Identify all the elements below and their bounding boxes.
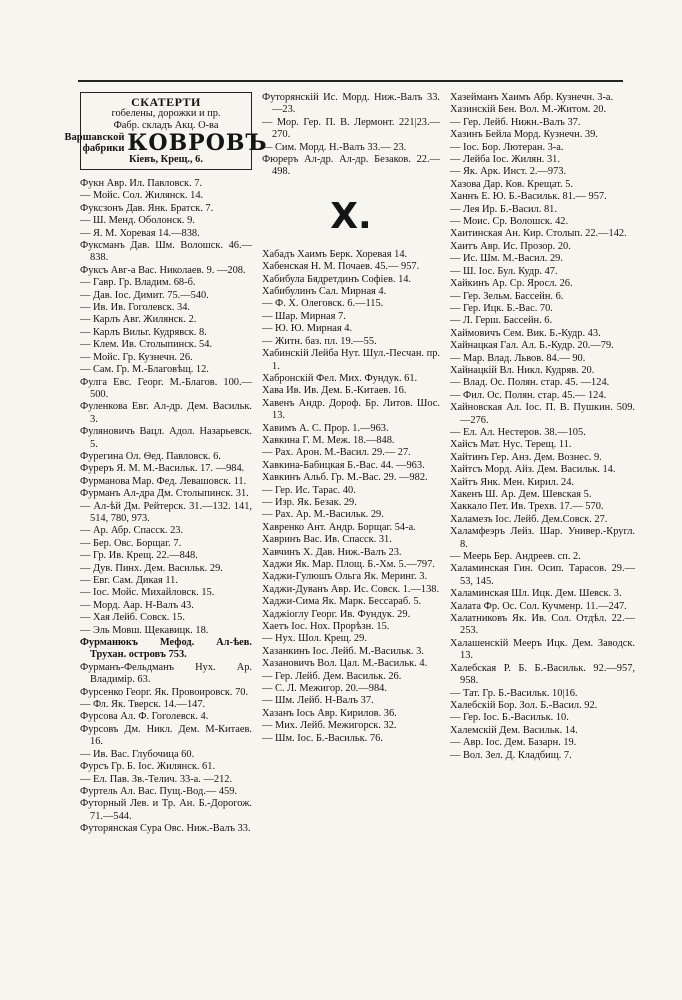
directory-entry: Халебскій Бор. Зол. Б.-Васил. 92. — [450, 699, 598, 711]
directory-entry: Халебская Р. Б. Б.-Васильк. 92.—957, 958. — [450, 662, 635, 687]
directory-entry: Фурманъ Ал-дра Дм. Столыпинск. 31. — [80, 488, 249, 500]
directory-entry: — Ш. Іос. Бул. Кудр. 47. — [450, 265, 558, 277]
directory-entry: Футорный Лев. и Тр. Ан. Б.-Дорогож. 71.—544. — [80, 798, 252, 822]
directory-entry: — Мойс. Сол. Жилянск. 14. — [80, 190, 204, 202]
directory-entry: Халашенскій Мееръ Ицк. Дем. Заводск. 13. — [450, 637, 635, 662]
directory-entry: — Сам. Гр. М.-Благовѣщ. 12. — [80, 364, 209, 376]
directory-entry: — Іос. Мойс. Михайловск. 15. — [80, 587, 215, 599]
directory-entry: — Ар. Абр. Спасск. 23. — [80, 525, 184, 537]
directory-entry: Фуляновичъ Вацл. Адол. Назарьевск. 5. — [80, 426, 252, 450]
directory-entry: Фуртель Ал. Вас. Пущ.-Вод.— 459. — [80, 785, 238, 797]
directory-entry: Хайновская Ал. Іос. П. В. Пушкин. 509.—276. — [450, 402, 635, 426]
directory-entry: — Гер. Лейб. Нижн.-Валъ 37. — [450, 116, 581, 128]
directory-entry: — Як. Арк. Инст. 2.—973. — [450, 166, 567, 178]
directory-entry: — Евг. Сам. Дикая 11. — [80, 575, 178, 586]
directory-entry: Халатниковъ Як. Ив. Сол. Отдѣл. 22.—253. — [450, 613, 635, 637]
directory-entry: — Л. Герш. Бассейн. 6. — [450, 315, 553, 327]
ad-line-2: гобелены, дорожки и пр. — [111, 108, 221, 119]
directory-entry: Хабибула Бядретдинъ Софіев. 14. — [262, 273, 412, 285]
directory-entry: Футорянскій Ис. Морд. Ниж.-Валъ 33.—23. — [262, 92, 440, 116]
directory-entry: — Авр. Іос. Дем. Базарн. 19. — [450, 737, 577, 749]
directory-entry: — Ю. Ю. Мирная 4. — [262, 323, 353, 335]
directory-entry: Хаджи Як. Мар. Площ. Б.-Хм. 5.—797. — [262, 559, 435, 570]
directory-entry: — Я. М. Хоревая 14.—838. — [80, 227, 200, 239]
directory-entry: — Шм. Іос. Б.-Васильк. 76. — [262, 732, 383, 744]
directory-entry: Хавринъ Вас. Ив. Спасск. 31. — [262, 534, 392, 546]
directory-entry: — Карлъ Авг. Жилянск. 2. — [80, 314, 197, 326]
directory-entry: — Ш. Менд. Оболонск. 9. — [80, 215, 195, 227]
directory-entry: — Мойс. Гр. Кузнечн. 26. — [80, 351, 193, 363]
column-2-entries — [262, 92, 440, 745]
directory-entry: — Карлъ Вильг. Кудрявск. 8. — [80, 326, 207, 338]
ad-brand-left — [65, 132, 125, 154]
directory-entry: Хазанкинъ Іос. Лейб. М.-Васильк. 3. — [262, 645, 424, 657]
directory-entry: Хазова Дар. Ков. Крещат. 5. — [450, 178, 573, 190]
directory-entry: Хаккало Пет. Ив. Трехв. 17.— 570. — [450, 501, 604, 513]
directory-entry: — Лейба Іос. Жилян. 31. — [450, 154, 560, 166]
directory-entry: Хава Ив. Ив. Дем. Б.-Китаев. 16. — [262, 385, 407, 397]
directory-entry: Хазановичъ Вол. Цал. М.-Васильк. 4. — [262, 658, 428, 670]
directory-entry: — Мар. Влад. Львов. 84.— 90. — [450, 352, 586, 364]
directory-entry: — Влад. Ос. Полян. стар. 45. —124. — [450, 377, 610, 389]
directory-entry: Хайсъ Мат. Нус. Терещ. 11. — [450, 439, 572, 451]
directory-entry: Хаймовичъ Сем. Вик. Б.-Кудр. 43. — [450, 327, 601, 339]
directory-entry: Фурегина Ол. Ѳед. Павловск. 6. — [80, 450, 221, 462]
column-3 — [450, 92, 635, 762]
column-1 — [64, 92, 268, 836]
directory-entry: Фурсова Ал. Ф. Гоголевск. 4. — [80, 711, 209, 723]
ad-city: Кіевъ, Крещ., 6. — [129, 154, 203, 165]
directory-entry: Футорянская Сура Овс. Ниж.-Валъ 33. — [80, 823, 251, 835]
directory-entry: Хабинскій Лейба Нут. Шул.-Песчан. пр. 1. — [262, 348, 440, 372]
directory-entry: Хазинскій Бен. Вол. М.-Житом. 20. — [450, 104, 607, 116]
directory-entry: Хавкина-Бабицкая Б.-Вас. 44. —963. — [262, 459, 425, 471]
directory-entry: — Дав. Іос. Димит. 75.—540. — [80, 289, 209, 301]
directory-entry: — Ф. Х. Олеговск. 6.—115. — [262, 298, 384, 310]
directory-entry: Хаитъ Авр. Ис. Прозор. 20. — [450, 240, 571, 252]
directory-entry: Хаджи-Сима Як. Марк. Бессараб. 5. — [262, 596, 422, 608]
section-letter: Х. — [330, 195, 372, 237]
directory-entry: — Клем. Ив. Столыпинск. 54. — [80, 339, 213, 351]
directory-entry: Фуксзонъ Дав. Янк. Братск. 7. — [80, 202, 214, 214]
directory-entry: — Сим. Морд. Н.-Валъ 33.— 23. — [262, 141, 407, 153]
directory-entry: Фукн Авр. Ил. Павловск. 7. — [80, 178, 203, 189]
directory-entry: — Мих. Лейб. Межигорск. 32. — [262, 720, 397, 732]
directory-entry: — Гер. Зельм. Бассейн. 6. — [450, 290, 564, 302]
directory-entry: Хайкинъ Ар. Ср. Яросл. 26. — [450, 278, 573, 290]
directory-entry: — Дув. Пинх. Дем. Васильк. 29. — [80, 562, 223, 574]
directory-entry: — Мор. Гер. П. В. Лермонт. 221|23.—270. — [262, 116, 440, 141]
directory-entry: Хаджи-Дуванъ Авр. Ис. Совск. 1.—138. — [262, 583, 440, 595]
directory-entry: Хазинъ Бейла Морд. Кузнечн. 39. — [450, 129, 598, 141]
directory-entry: Хабадъ Хаимъ Берк. Хоревая 14. — [262, 248, 408, 260]
directory-entry: — Фил. Ос. Полян. стар. 45.— 124. — [450, 389, 607, 401]
ad-line-3: Фабр. складъ Акц. О-ва — [113, 120, 219, 131]
directory-entry: Хавкина Г. М. Меж. 18.—848. — [262, 434, 395, 446]
directory-entry: Халамезъ Іос. Лейб. Дем.Совск. 27. — [450, 513, 608, 525]
directory-entry: — Гер. Ицк. Б.-Вас. 70. — [450, 302, 553, 314]
ad-left-bottom: фабрики — [82, 143, 125, 154]
directory-entry: Фуленкова Евг. Ал-др. Дем. Васильк. 3. — [80, 401, 252, 425]
directory-entry: Хабронскій Фел. Мих. Фундук. 61. — [262, 372, 418, 384]
column-1-entries — [80, 178, 252, 836]
directory-entry: Хавчинъ Х. Дав. Ниж.-Валъ 23. — [262, 546, 402, 558]
directory-entry: Хаджіоглу Георг. Ив. Фундук. 29. — [262, 608, 411, 620]
ad-left-top: Варшавской — [64, 132, 125, 143]
directory-entry: — Гер. Лейб. Дем. Васильк. 26. — [262, 670, 402, 682]
directory-entry: Фурсенко Георг. Як. Провоировск. 70. — [80, 686, 249, 698]
directory-entry: Фурсовъ Дм. Никл. Дем. М-Китаев. 16. — [80, 723, 252, 748]
advertisement-box — [64, 92, 268, 170]
directory-entry: — Ив. Вас. Глубочица 60. — [80, 748, 195, 760]
directory-entry: — Рах. Арон. М.-Васил. 29.— 27. — [262, 447, 411, 459]
directory-entry: — Моис. Ср. Волошск. 42. — [450, 216, 569, 228]
directory-entry: Хавренко Ант. Андр. Борщаг. 54-а. — [262, 521, 416, 533]
directory-entry: Хаетъ Іос. Нох. Прорѣзн. 15. — [262, 621, 390, 633]
directory-entry: — Ал-ѣй Дм. Рейтерск. 31.—132. 141, 514, 780, 973. — [80, 500, 252, 524]
directory-entry: Фурсъ Гр. Б. Іос. Жилянск. 61. — [80, 761, 216, 773]
directory-entry: — Гр. Ив. Крещ. 22.—848. — [80, 550, 198, 562]
directory-entry: — Шар. Мирная 7. — [262, 310, 346, 322]
column-3-entries — [450, 92, 635, 762]
directory-entry: Халемскій Дем. Васильк. 14. — [450, 724, 578, 736]
directory-entry: — Ис. Шм. М.-Васил. 29. — [450, 253, 563, 265]
header-rule — [78, 80, 623, 82]
directory-entry: — Бер. Овс. Борщаг. 7. — [80, 537, 182, 549]
directory-entry: Халамфеэръ Лейз. Шар. Универ.-Кругл. 8. — [450, 526, 635, 550]
directory-entry: Хабенская Н. М. Почаев. 45.— 957. — [262, 261, 420, 273]
directory-entry: — Эль Мовш. Щекавицк. 18. — [80, 624, 209, 636]
directory-entry: Фуксманъ Дав. Шм. Волошск. 46.—838. — [80, 240, 252, 264]
directory-entry: Фуксъ Авг-а Вас. Николаев. 9. —208. — [80, 264, 246, 276]
directory-entry: — Хая Лейб. Совск. 15. — [80, 612, 185, 624]
directory-entry: Хаджи-Гулюшъ Ольга Як. Меринг. 3. — [262, 571, 428, 583]
directory-entry: Фурманюкъ Мефод. Ал-ѣев. Трухан. островъ 753. — [80, 637, 252, 661]
directory-entry: — Морд. Аар. Н-Валъ 43. — [80, 599, 194, 611]
directory-entry: Халата Фр. Ос. Сол. Кучменр. 11.—247. — [450, 600, 627, 612]
directory-entry: Хаитинская Ан. Кир. Столып. 22.—142. — [450, 228, 627, 240]
directory-entry: Хайтсъ Морд. Айз. Дем. Васильк. 14. — [450, 464, 616, 476]
directory-entry: — Гавр. Гр. Владим. 68-б. — [80, 277, 196, 289]
directory-entry: Хайнацкая Гал. Ал. Б.-Кудр. 20.—79. — [450, 340, 614, 352]
directory-entry: — Меерь Бер. Андреев. сп. 2. — [450, 551, 581, 563]
directory-entry: — Изр. Як. Безак. 29. — [262, 496, 357, 508]
directory-entry: Хавенъ Андр. Дороф. Бр. Литов. Шос. 13. — [262, 397, 440, 422]
directory-entry: — Гер. Ис. Тарас. 40. — [262, 484, 356, 496]
ad-title: СКАТЕРТИ — [131, 95, 201, 109]
directory-entry: Халаминская Гин. Осип. Тарасов. 29.—53, 145. — [450, 563, 635, 587]
directory-entry: Хавкинъ Альб. Гр. М.-Вас. 29. —982. — [262, 472, 428, 484]
directory-entry: Хакенъ Ш. Ар. Дем. Шевская 5. — [450, 489, 592, 500]
directory-entry: Хайтинъ Гер. Анз. Дем. Вознес. 9. — [450, 451, 602, 463]
directory-entry: — Нух. Шол. Крещ. 29. — [262, 633, 367, 645]
directory-entry: — Тат. Гр. Б.-Васильк. 10|16. — [450, 687, 578, 699]
directory-entry: — Гер. Іос. Б.-Васильк. 10. — [450, 712, 569, 724]
directory-entry: — Шм. Лейб. Н-Валъ 37. — [262, 695, 374, 707]
directory-entry: Фурманова Мар. Фед. Левашовск. 11. — [80, 475, 247, 487]
directory-entry: Хазейманъ Хаимъ Абр. Кузнечн. 3-а. — [450, 92, 614, 103]
directory-entry: Хайнацкій Вл. Никл. Кудряв. 20. — [450, 364, 595, 376]
directory-entry: Хавимъ А. С. Прор. 1.—963. — [262, 422, 389, 434]
directory-entry: — Лея Ир. Б.-Васил. 81. — [450, 203, 557, 215]
directory-entry: Хабибулинъ Сал. Мирная 4. — [262, 286, 387, 298]
directory-entry: — Іос. Бор. Лютеран. 3-а. — [450, 141, 564, 153]
ad-brand: КОВРОВЪ — [127, 130, 268, 156]
directory-entry: Фулга Евс. Георг. М.-Благов. 100.—500. — [80, 376, 252, 400]
directory-entry: — Ел. Ал. Нестеров. 38.—105. — [450, 426, 586, 438]
directory-entry: — Вол. Зел. Д. Кладбищ. 7. — [450, 749, 572, 761]
directory-entry: Фурманъ-Фельдманъ Нух. Ар. Владимір. 63. — [80, 661, 252, 686]
directory-entry: — Ел. Пав. Зв.-Телич. 33-а. —212. — [80, 773, 233, 785]
ad-brand-row — [64, 130, 268, 156]
column-2 — [262, 92, 440, 745]
directory-entry: — Ив. Ив. Гоголевск. 34. — [80, 302, 191, 314]
directory-entry: Хайтъ Янк. Мен. Кирил. 24. — [450, 476, 575, 488]
directory-entry: Ханнъ Е. Ю. Б.-Васильк. 81.— 957. — [450, 191, 607, 203]
directory-entry: — С. Л. Межигор. 20.—984. — [262, 683, 387, 695]
directory-entry: — Житн. баз. пл. 19.—55. — [262, 335, 377, 347]
directory-entry: Халаминская Шл. Ицк. Дем. Шевск. 3. — [450, 588, 622, 600]
directory-entry: Фюреръ Ал-др. Ал-др. Безаков. 22.—498. — [262, 154, 440, 178]
directory-entry: — Рах. Ар. М.-Васильк. 29. — [262, 509, 384, 521]
directory-entry: Фуреръ Я. М. М.-Васильк. 17. —984. — [80, 463, 245, 475]
directory-entry: — Фл. Як. Тверск. 14.—147. — [80, 699, 206, 711]
directory-entry: Хазанъ Іось Авр. Кирилов. 36. — [262, 707, 397, 719]
